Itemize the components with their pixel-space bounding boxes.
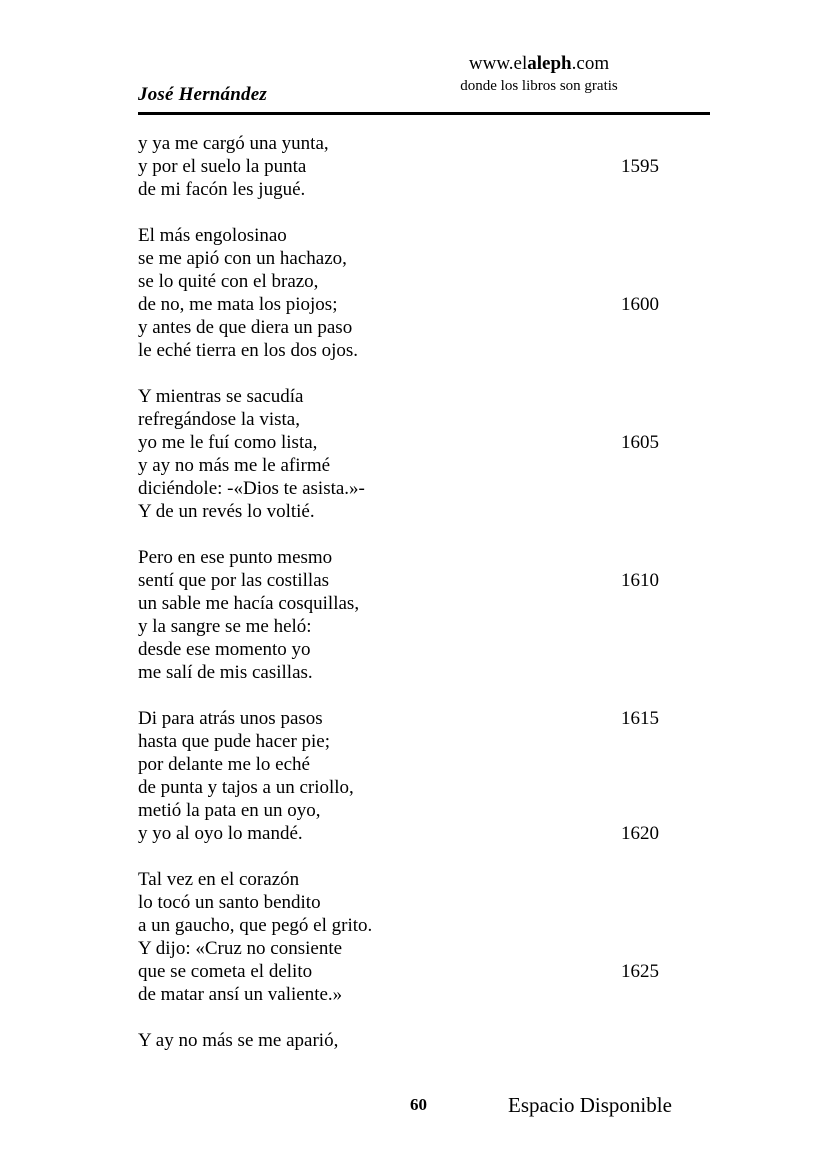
verse-text: diciéndole: -«Dios te asista.»- xyxy=(138,478,365,499)
header-author-name: José Hernández xyxy=(138,84,267,105)
page-number: 60 xyxy=(410,1095,427,1114)
url-prefix: www.el xyxy=(468,53,528,74)
verse-line xyxy=(138,477,710,500)
verse-line xyxy=(138,1029,710,1052)
verse-text: desde ese momento yo xyxy=(138,639,311,660)
footer-notice: Espacio Disponible xyxy=(508,1093,672,1117)
verse-line xyxy=(138,822,710,845)
verse-line xyxy=(138,155,710,178)
verse-text: de punta y tajos a un criollo, xyxy=(138,777,354,798)
verse-line xyxy=(138,408,710,431)
poem-body xyxy=(138,132,710,1075)
verse-line xyxy=(138,224,710,247)
verse-text: Pero en ese punto mesmo xyxy=(138,547,333,568)
verse-line-number: 1620 xyxy=(621,823,659,844)
verse-text: Y mientras se sacudía xyxy=(138,386,304,407)
verse-line xyxy=(138,178,710,201)
verse-line xyxy=(138,431,710,454)
verse-text: y yo al oyo lo mandé. xyxy=(138,823,303,844)
verse-line xyxy=(138,730,710,753)
verse-line xyxy=(138,914,710,937)
verse-text: se me apió con un hachazo, xyxy=(138,248,347,269)
stanza xyxy=(138,224,710,362)
verse-text: El más engolosinao xyxy=(138,225,287,246)
verse-line xyxy=(138,270,710,293)
verse-text: Di para atrás unos pasos xyxy=(138,708,323,729)
verse-text: yo me le fuí como lista, xyxy=(138,432,318,453)
stanza xyxy=(138,385,710,523)
verse-line xyxy=(138,661,710,684)
verse-text: lo tocó un santo bendito xyxy=(138,892,321,913)
verse-text: me salí de mis casillas. xyxy=(138,662,313,683)
verse-line-number: 1595 xyxy=(621,156,659,177)
verse-line xyxy=(138,983,710,1006)
verse-line xyxy=(138,707,710,730)
verse-line xyxy=(138,868,710,891)
verse-line xyxy=(138,247,710,270)
header-tagline: donde los libros son gratis xyxy=(460,78,618,94)
verse-text: Y dijo: «Cruz no consiente xyxy=(138,938,343,959)
stanza xyxy=(138,546,710,684)
verse-line-number: 1610 xyxy=(621,570,659,591)
verse-line xyxy=(138,293,710,316)
verse-text: de no, me mata los piojos; xyxy=(138,294,338,315)
verse-text: por delante me lo eché xyxy=(138,754,310,775)
verse-text: y ya me cargó una yunta, xyxy=(138,133,329,154)
header-website-url xyxy=(374,52,704,76)
stanza xyxy=(138,707,710,845)
verse-line-number: 1615 xyxy=(621,708,659,729)
verse-line xyxy=(138,753,710,776)
verse-text: Y de un revés lo voltié. xyxy=(138,501,315,522)
verse-line xyxy=(138,546,710,569)
verse-text: y antes de que diera un paso xyxy=(138,317,353,338)
verse-line xyxy=(138,799,710,822)
verse-text: un sable me hacía cosquillas, xyxy=(138,593,360,614)
verse-text: metió la pata en un oyo, xyxy=(138,800,321,821)
verse-text: a un gaucho, que pegó el grito. xyxy=(138,915,373,936)
url-suffix: .com xyxy=(571,53,610,74)
header-site-block xyxy=(374,52,704,97)
page-header xyxy=(138,52,710,108)
verse-text: y ay no más me le afirmé xyxy=(138,455,331,476)
verse-text: sentí que por las costillas xyxy=(138,570,330,591)
stanza xyxy=(138,868,710,1006)
verse-text: y por el suelo la punta xyxy=(138,156,307,177)
verse-line xyxy=(138,569,710,592)
verse-line xyxy=(138,960,710,983)
verse-line xyxy=(138,592,710,615)
verse-line xyxy=(138,891,710,914)
verse-line xyxy=(138,132,710,155)
verse-text: Y ay no más se me aparió, xyxy=(138,1030,339,1051)
verse-text: se lo quité con el brazo, xyxy=(138,271,319,292)
verse-text: le eché tierra en los dos ojos. xyxy=(138,340,359,361)
stanza xyxy=(138,1029,710,1052)
verse-line xyxy=(138,500,710,523)
verse-line xyxy=(138,937,710,960)
verse-line-number: 1600 xyxy=(621,294,659,315)
verse-text: que se cometa el delito xyxy=(138,961,313,982)
verse-line-number: 1605 xyxy=(621,432,659,453)
verse-line xyxy=(138,776,710,799)
verse-line xyxy=(138,454,710,477)
verse-text: de matar ansí un valiente.» xyxy=(138,984,343,1005)
verse-text: refregándose la vista, xyxy=(138,409,300,430)
page-footer xyxy=(138,1092,710,1122)
stanza xyxy=(138,132,710,201)
verse-text: y la sangre se me heló: xyxy=(138,616,312,637)
verse-text: de mi facón les jugué. xyxy=(138,179,306,200)
verse-line xyxy=(138,615,710,638)
verse-text: hasta que pude hacer pie; xyxy=(138,731,331,752)
url-brand: aleph xyxy=(527,53,572,74)
header-divider-rule xyxy=(138,112,710,115)
verse-text: Tal vez en el corazón xyxy=(138,869,300,890)
verse-line xyxy=(138,638,710,661)
verse-line xyxy=(138,339,710,362)
verse-line-number: 1625 xyxy=(621,961,659,982)
verse-line xyxy=(138,316,710,339)
verse-line xyxy=(138,385,710,408)
